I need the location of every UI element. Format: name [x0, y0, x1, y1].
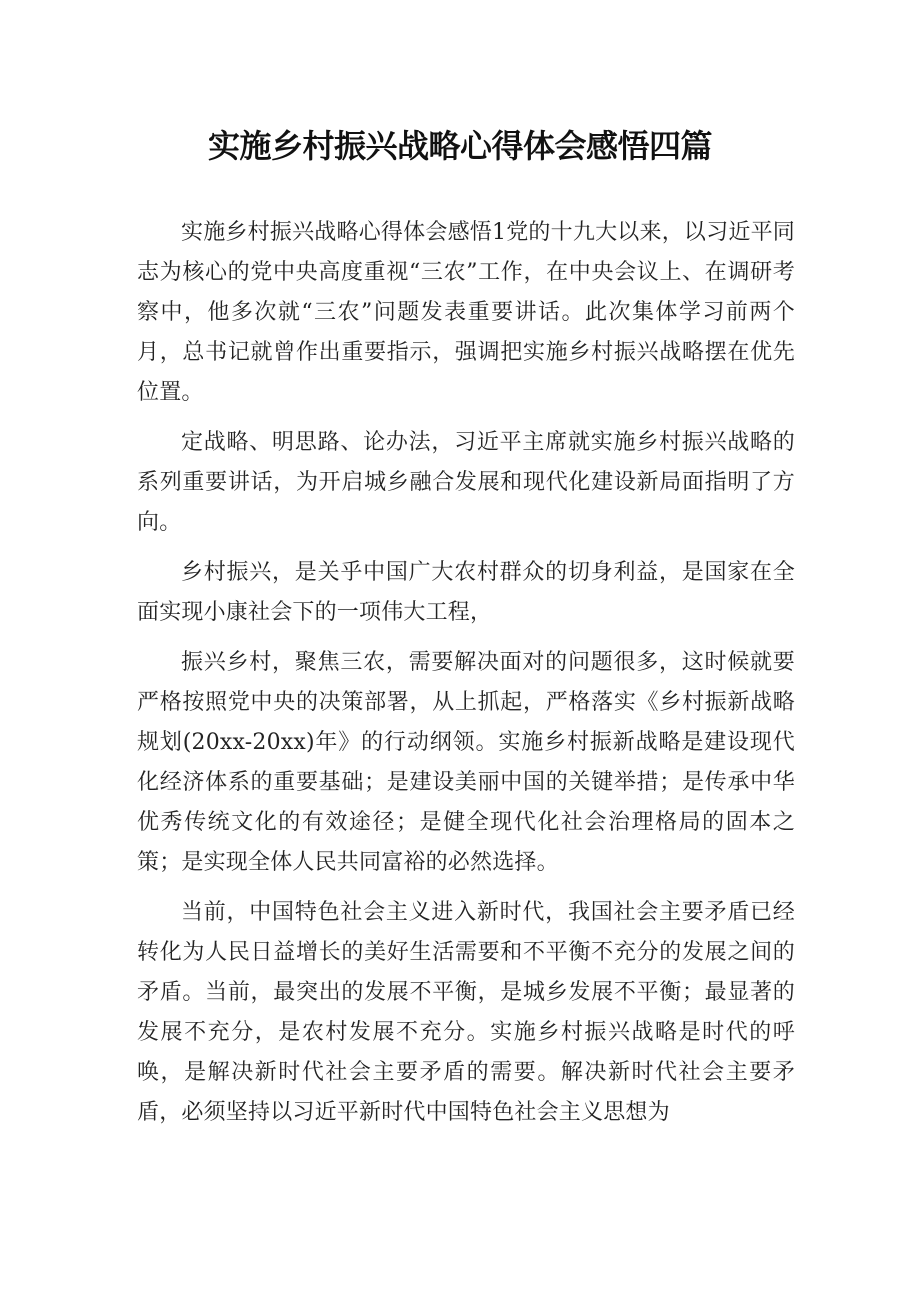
paragraph: 乡村振兴，是关乎中国广大农村群众的切身利益，是国家在全面实现小康社会下的一项伟大工程，: [137, 560, 795, 625]
document-title: 实施乡村振兴战略心得体会感悟四篇: [207, 127, 712, 165]
paragraph: 振兴乡村，聚焦三农，需要解决面对的问题很多，这时候就要严格按照党中央的决策部署，从上抓起，严格落实《乡村振新战略规划(20xx-20xx)年》的行动纲领。实施乡村振新战略是建设现代化经济体系的重要基础；是建设美丽中国的关键举措；是传承中华优秀传统文化的有效途径；是健全现代化社会治理格局的固本之策；是实现全体人民共同富裕的必然选择。: [137, 650, 795, 875]
document-body: [137, 213, 795, 1143]
paragraph: 实施乡村振兴战略心得体会感悟1党的十九大以来，以习近平同志为核心的党中央高度重视“三农”工作，在中央会议上、在调研考察中，他多次就“三农”问题发表重要讲话。此次集体学习前两个月，总书记就曾作出重要指示，强调把实施乡村振兴战略摆在优先位置。: [137, 220, 795, 405]
paragraph: 当前，中国特色社会主义进入新时代，我国社会主要矛盾已经转化为人民日益增长的美好生活需要和不平衡不充分的发展之间的矛盾。当前，最突出的发展不平衡，是城乡发展不平衡；最显著的发展不充分，是农村发展不充分。实施乡村振兴战略是时代的呼唤，是解决新时代社会主要矛盾的需要。解决新时代社会主要矛盾，必须坚持以习近平新时代中国特色社会主义思想为: [137, 900, 795, 1125]
paragraph: 定战略、明思路、论办法，习近平主席就实施乡村振兴战略的系列重要讲话，为开启城乡融合发展和现代化建设新局面指明了方向。: [137, 430, 795, 535]
